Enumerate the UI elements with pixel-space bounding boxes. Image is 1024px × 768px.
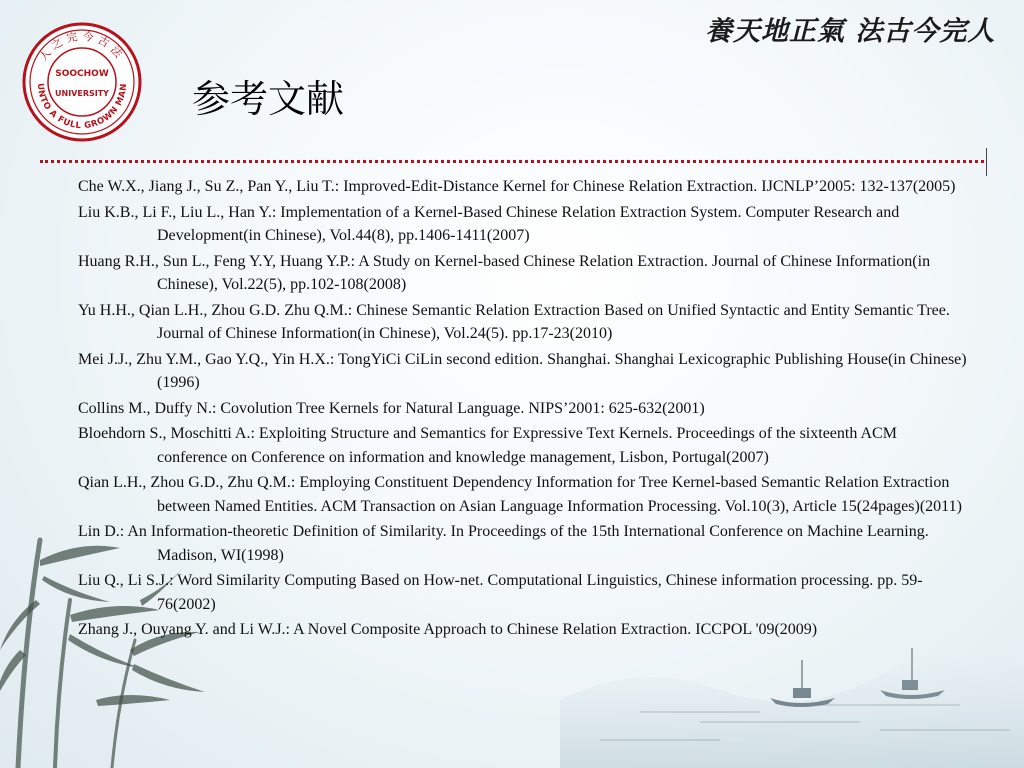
reference-item: Yu H.H., Qian L.H., Zhou G.D. Zhu Q.M.: Chinese Semantic Relation Extraction Based on Unified Syntactic and Entity Semantic Tree. Journal of Chinese Information(in Chinese), Vol.24(5). pp.17-23(2010) bbox=[78, 301, 950, 342]
reference-item: Collins M., Duffy N.: Covolution Tree Kernels for Natural Language. NIPS’2001: 625-632(2001) bbox=[78, 399, 705, 417]
reference-list bbox=[78, 175, 970, 644]
distant-hills bbox=[560, 650, 1024, 768]
divider-tick bbox=[986, 148, 987, 176]
svg-text:UNTO A FULL GROWN MAN: UNTO A FULL GROWN MAN bbox=[34, 82, 130, 132]
reference-item: Lin D.: An Information-theoretic Definition of Similarity. In Proceedings of the 15th International Conference on Machine Learning. Madison, WI(1998) bbox=[78, 523, 929, 564]
page-title: 参考文献 bbox=[192, 77, 345, 121]
dotted-divider bbox=[40, 160, 984, 163]
svg-text:人之完今古法: 人之完今古法 bbox=[36, 29, 128, 64]
reference-item: Liu K.B., Li F., Liu L., Han Y.: Implementation of a Kernel-Based Chinese Relation Extraction System. Computer Research and Development(in Chinese), Vol.44(8), pp.1406-1411(2007) bbox=[78, 203, 900, 244]
svg-text:UNIVERSITY: UNIVERSITY bbox=[55, 89, 109, 98]
reference-item: Bloehdorn S., Moschitti A.: Exploiting Structure and Semantics for Expressive Text Kernels. Proceedings of the sixteenth ACM conference on Conference on information and knowledge management, Lisbon, Portugal(2007) bbox=[78, 425, 897, 466]
reference-item: Mei J.J., Zhu Y.M., Gao Y.Q., Yin H.X.: TongYiCi CiLin second edition. Shanghai. Shanghai Lexicographic Publishing House(in Chinese)(1996) bbox=[78, 350, 967, 391]
reference-item: Qian L.H., Zhou G.D., Zhu Q.M.: Employing Constituent Dependency Information for Tree Kernel-based Semantic Relation Extraction between Named Entities. ACM Transaction on Asian Language Information Processing. Vol.10(3), Article 15(24pages)(2011) bbox=[78, 474, 962, 515]
reference-item: Che W.X., Jiang J., Su Z., Pan Y., Liu T.: Improved-Edit-Distance Kernel for Chinese Relation Extraction. IJCNLP’2005: 132-137(2005) bbox=[78, 178, 956, 195]
svg-text:SOOCHOW: SOOCHOW bbox=[55, 69, 109, 79]
reference-item: Liu Q., Li S.J.: Word Similarity Computing Based on How-net. Computational Linguistics, Chinese information processing. pp. 59-76(2002) bbox=[78, 572, 923, 613]
university-seal-logo bbox=[22, 22, 142, 142]
reference-item: Zhang J., Ouyang Y. and Li W.J.: A Novel Composite Approach to Chinese Relation Extraction. ICCPOL '09(2009) bbox=[78, 621, 818, 638]
calligraphy-motto: 養天地正氣 法古今完人 bbox=[705, 16, 996, 47]
reference-item: Huang R.H., Sun L., Feng Y.Y, Huang Y.P.: A Study on Kernel-based Chinese Relation Extraction. Journal of Chinese Information(in Chinese), Vol.22(5), pp.102-108(2008) bbox=[78, 252, 931, 293]
